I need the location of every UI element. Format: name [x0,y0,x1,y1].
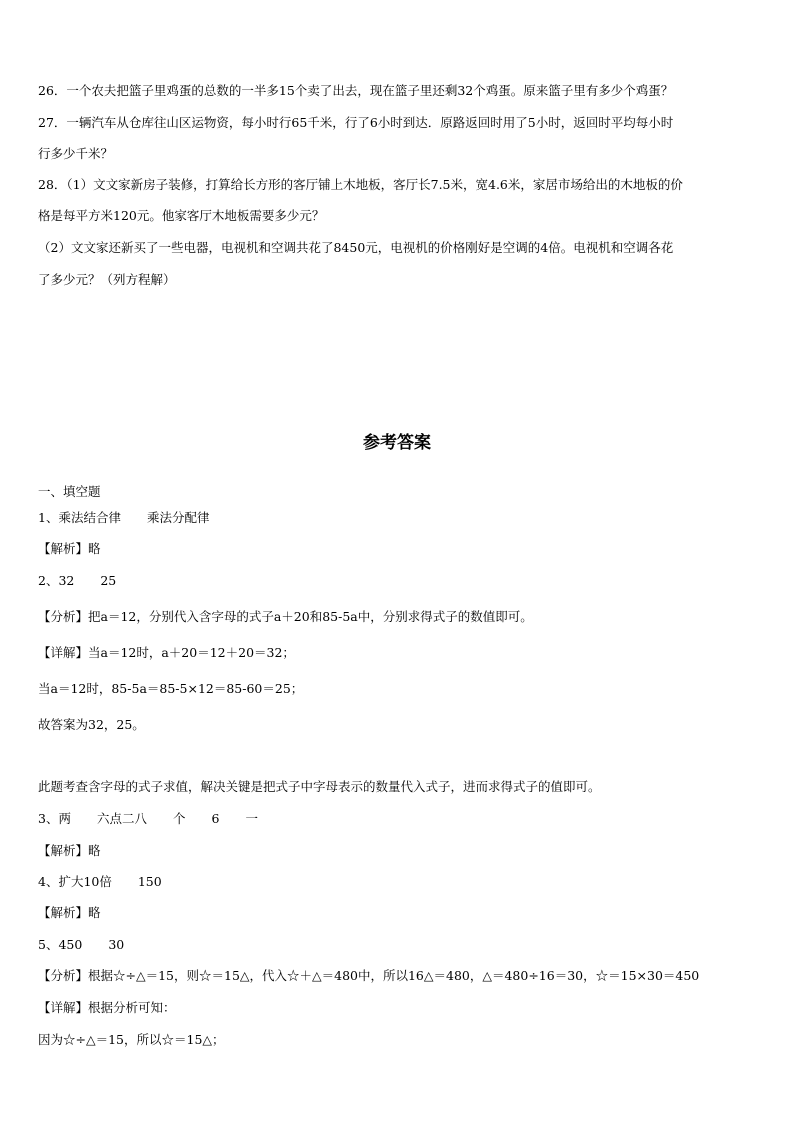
answer-5-line-2: 因为☆÷△＝15，所以☆＝15△； [38,1032,225,1047]
answer-2 [38,573,116,589]
answer-2-line-3: 故答案为32，25。 [38,717,145,732]
answer-3-e: 一 [245,811,258,826]
answer-4 [38,874,162,890]
answer-5-fenxi: 【分析】根据☆÷△＝15，则☆＝15△，代入☆＋△＝480中，所以16△＝480，△＝480÷16＝30，☆＝15×30＝450 [38,968,700,983]
question-28-1-line-2: 格是每平方米120元。他家客厅木地板需要多少元？ [38,208,325,223]
question-28-1-line-1: 28．（1）文文家新房子装修，打算给长方形的客厅铺上木地板，客厅长7.5米，宽4.6米，家居市场给出的木地板的价 [38,177,683,192]
answer-4-a: 4、扩大10倍 [38,874,112,889]
question-28-2-line-2: 了多少元？（列方程解） [38,272,176,287]
answer-4-b: 150 [137,874,162,889]
question-26: 26．一个农夫把篮子里鸡蛋的总数的一半多15个卖了出去，现在篮子里还剩32个鸡蛋。原来篮子里有多少个鸡蛋？ [38,83,674,98]
answer-3-d: 6 [211,811,220,826]
section-fill-in: 一、填空题 [38,484,101,499]
answer-3-c: 个 [172,811,186,826]
answer-2-b: 25 [100,573,117,588]
answer-1-a: 1、乘法结合律 [38,510,121,525]
question-27-line-1: 27．一辆汽车从仓库往山区运物资，每小时行65千米，行了6小时到达．原路返回时用了5小时，返回时平均每小时 [38,115,674,130]
answer-2-fenxi: 【分析】把a＝12，分别代入含字母的式子a＋20和85-5a中，分别求得式子的数值即可。 [38,609,533,624]
answer-1 [38,510,209,526]
answers-title: 参考答案 [363,433,431,453]
answer-3-b: 六点二八 [96,811,147,826]
question-28-2-line-1: （2）文文家还新买了一些电器，电视机和空调共花了8450元，电视机的价格刚好是空调的4倍。电视机和空调各花 [38,240,674,255]
answer-3 [38,811,258,827]
answer-2-note: 此题考查含字母的式子求值，解决关键是把式子中字母表示的数量代入式子，进而求得式子的值即可。 [38,779,601,794]
answer-5 [38,937,124,953]
answer-1-analysis: 【解析】略 [38,541,101,556]
answer-3-analysis: 【解析】略 [38,843,101,858]
answer-3-a: 3、两 [38,811,71,826]
answer-2-a: 2、32 [38,573,75,588]
answer-4-analysis: 【解析】略 [38,905,101,920]
answer-2-line-2: 当a＝12时，85-5a＝85-5×12＝85-60＝25； [38,681,304,696]
answer-1-b: 乘法分配律 [146,510,210,525]
answer-2-xiangjie: 【详解】当a＝12时，a＋20＝12＋20＝32； [38,645,295,660]
answer-5-a: 5、450 [38,937,83,952]
answer-5-xiangjie: 【详解】根据分析可知： [38,1000,176,1015]
question-27-line-2: 行多少千米？ [38,146,114,161]
answer-5-b: 30 [108,937,125,952]
